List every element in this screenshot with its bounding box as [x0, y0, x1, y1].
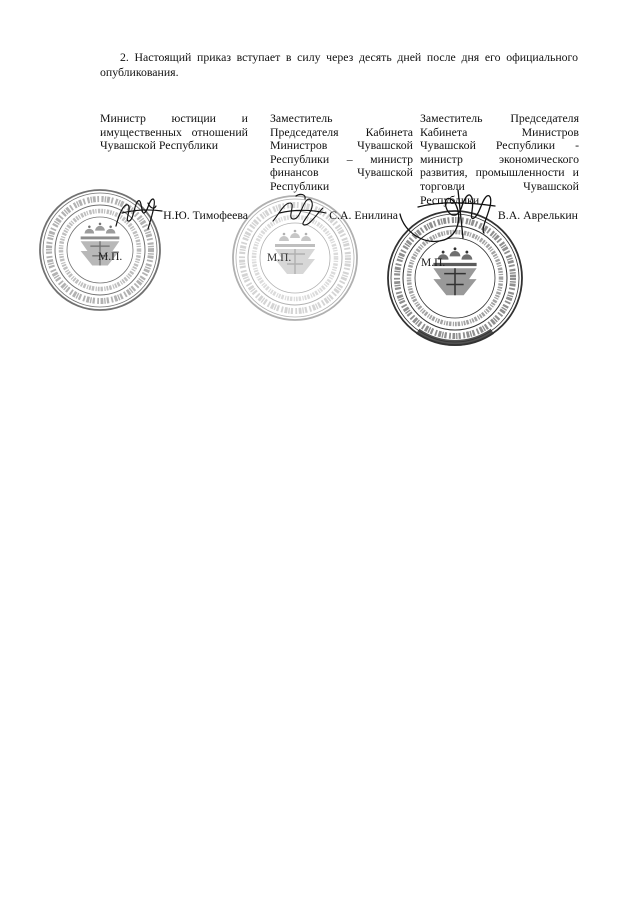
signatory-2-title-line: финансов Чувашской: [270, 165, 413, 180]
signatory-3-title-line: Чувашской Республики -: [420, 138, 579, 153]
signatory-3-name: В.А. Аврелькин: [497, 208, 578, 222]
seal-2-label: М.П.: [267, 252, 292, 264]
signatory-1-title-line: Министр юстиции и: [100, 111, 248, 125]
signature-3: [400, 190, 495, 241]
signatory-3-title-line: Республики: [420, 192, 480, 207]
paragraph-line-1: 2. Настоящий приказ вступает в силу через десять дней после дня его официального: [120, 50, 578, 64]
signatory-2-title-line: Председателя Кабинета: [270, 124, 413, 139]
seal-3-label: М.П.: [421, 257, 446, 269]
signatory-2-title-line: Заместитель: [270, 111, 333, 125]
signatory-2-title-line: Министров Чувашской: [270, 138, 413, 153]
signature-2: [273, 194, 326, 225]
signatory-3-title-line: министр экономического: [420, 151, 579, 166]
signatory-2-name: С.А. Енилина: [329, 208, 398, 222]
signatory-1-title-line: Чувашской Республики: [100, 138, 219, 153]
signature-1: [116, 199, 162, 229]
signatory-2-title-line: Республики: [270, 179, 330, 193]
signatory-2-title-line: Республики – министр: [270, 151, 413, 166]
paragraph-line-2: опубликования.: [100, 65, 179, 79]
signatory-1-name: Н.Ю. Тимофеева: [163, 208, 248, 222]
signature-3-stroke: [400, 195, 491, 241]
signatory-3-title-line: Кабинета Министров: [420, 124, 579, 139]
signatory-1-title-line: имущественных отношений: [100, 124, 248, 139]
signatory-3-title-line: Заместитель Председателя: [420, 111, 579, 125]
signatory-3-title-line: развития, промышленности и: [420, 165, 579, 180]
seal-1-label: М.П.: [98, 251, 123, 263]
signatory-3-title-line: торговли Чувашской: [420, 179, 579, 193]
signature-2-stroke: [296, 194, 305, 199]
